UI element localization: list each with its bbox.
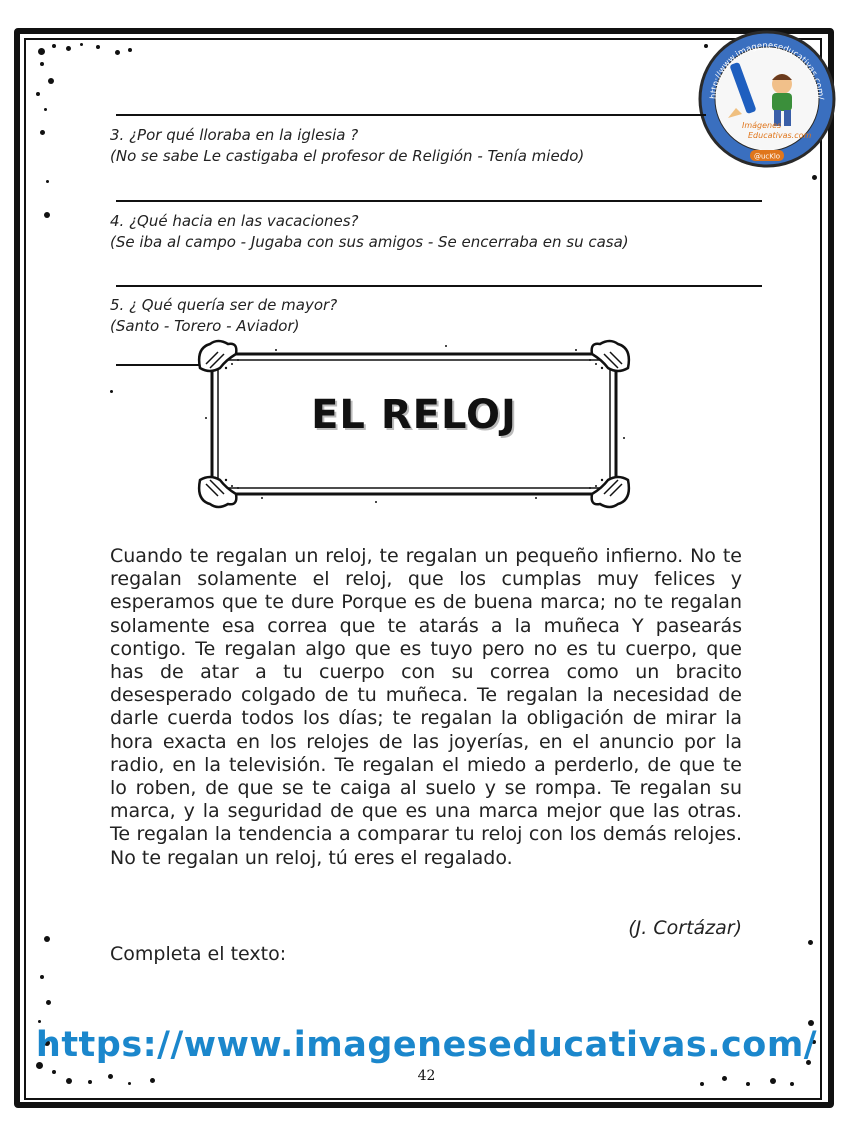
page-title: EL RELOJ xyxy=(311,392,517,438)
question-4 xyxy=(110,211,629,253)
footer-url-link[interactable]: https://www.imageneseducativas.com/ xyxy=(35,1025,818,1065)
question-text: 3. ¿Por qué lloraba en la iglesia ? xyxy=(110,126,359,144)
answer-line-q4[interactable] xyxy=(116,285,762,287)
svg-text:Imágenes: Imágenes xyxy=(742,121,782,130)
instruction-text: Completa el texto: xyxy=(110,943,287,965)
question-text: 4. ¿Qué hacia en las vacaciones? xyxy=(110,212,359,230)
svg-text:Educativas.com: Educativas.com xyxy=(748,131,812,140)
author-credit: (J. Cortázar) xyxy=(628,917,742,939)
question-options: (Se iba al campo - Jugaba con sus amigos - Se encerraba en su casa) xyxy=(110,233,629,251)
question-options: (Santo - Torero - Aviador) xyxy=(110,317,300,335)
question-options: (No se sabe Le castigaba el profesor de Religión - Tenía miedo) xyxy=(110,147,585,165)
svg-text:@ucKlo: @ucKlo xyxy=(753,152,781,161)
question-3 xyxy=(110,125,584,167)
page-number: 42 xyxy=(417,1068,436,1084)
answer-line-q3[interactable] xyxy=(116,200,762,202)
story-text: Cuando te regalan un reloj, te regalan un pequeño infierno. No te regalan solamente el reloj, que los cumplas muy felices y esperamos que te dure Porque es de buena marca; no te regalan solamente esa correa que te atarás a la muñeca Y pasearás contigo. Te regalan algo que es tuyo pero no es tu cuerpo, que has de atar a tu cuerpo con su correa como un bracito desesperado colgado de tu muñeca. Te regalan la necesidad de darle cuerda todos los días; te regalan la obligación de mirar la hora exacta en los relojes de las joyerías, en el anuncio por la radio, en la televisión. Te regalan el miedo a perderlo, de que te lo roben, de que se te caiga al suelo y se rompa. Te regalan su marca, y la seguridad de que es una marca mejor que las otras. Te regalan la tendencia a comparar tu reloj con los demás relojes. No te regalan un reloj, tú eres el regalado. xyxy=(110,545,742,869)
question-text: 5. ¿ Qué quería ser de mayor? xyxy=(110,296,338,314)
logo-badge-icon xyxy=(698,30,836,168)
answer-line-q5[interactable] xyxy=(116,364,208,366)
question-5 xyxy=(110,295,337,337)
answer-line-q2[interactable] xyxy=(116,114,706,116)
site-logo xyxy=(698,30,836,168)
svg-text:http://www.imageneseducativas.: http://www.imageneseducativas.com/ xyxy=(708,40,826,100)
stray-dot xyxy=(110,390,113,393)
